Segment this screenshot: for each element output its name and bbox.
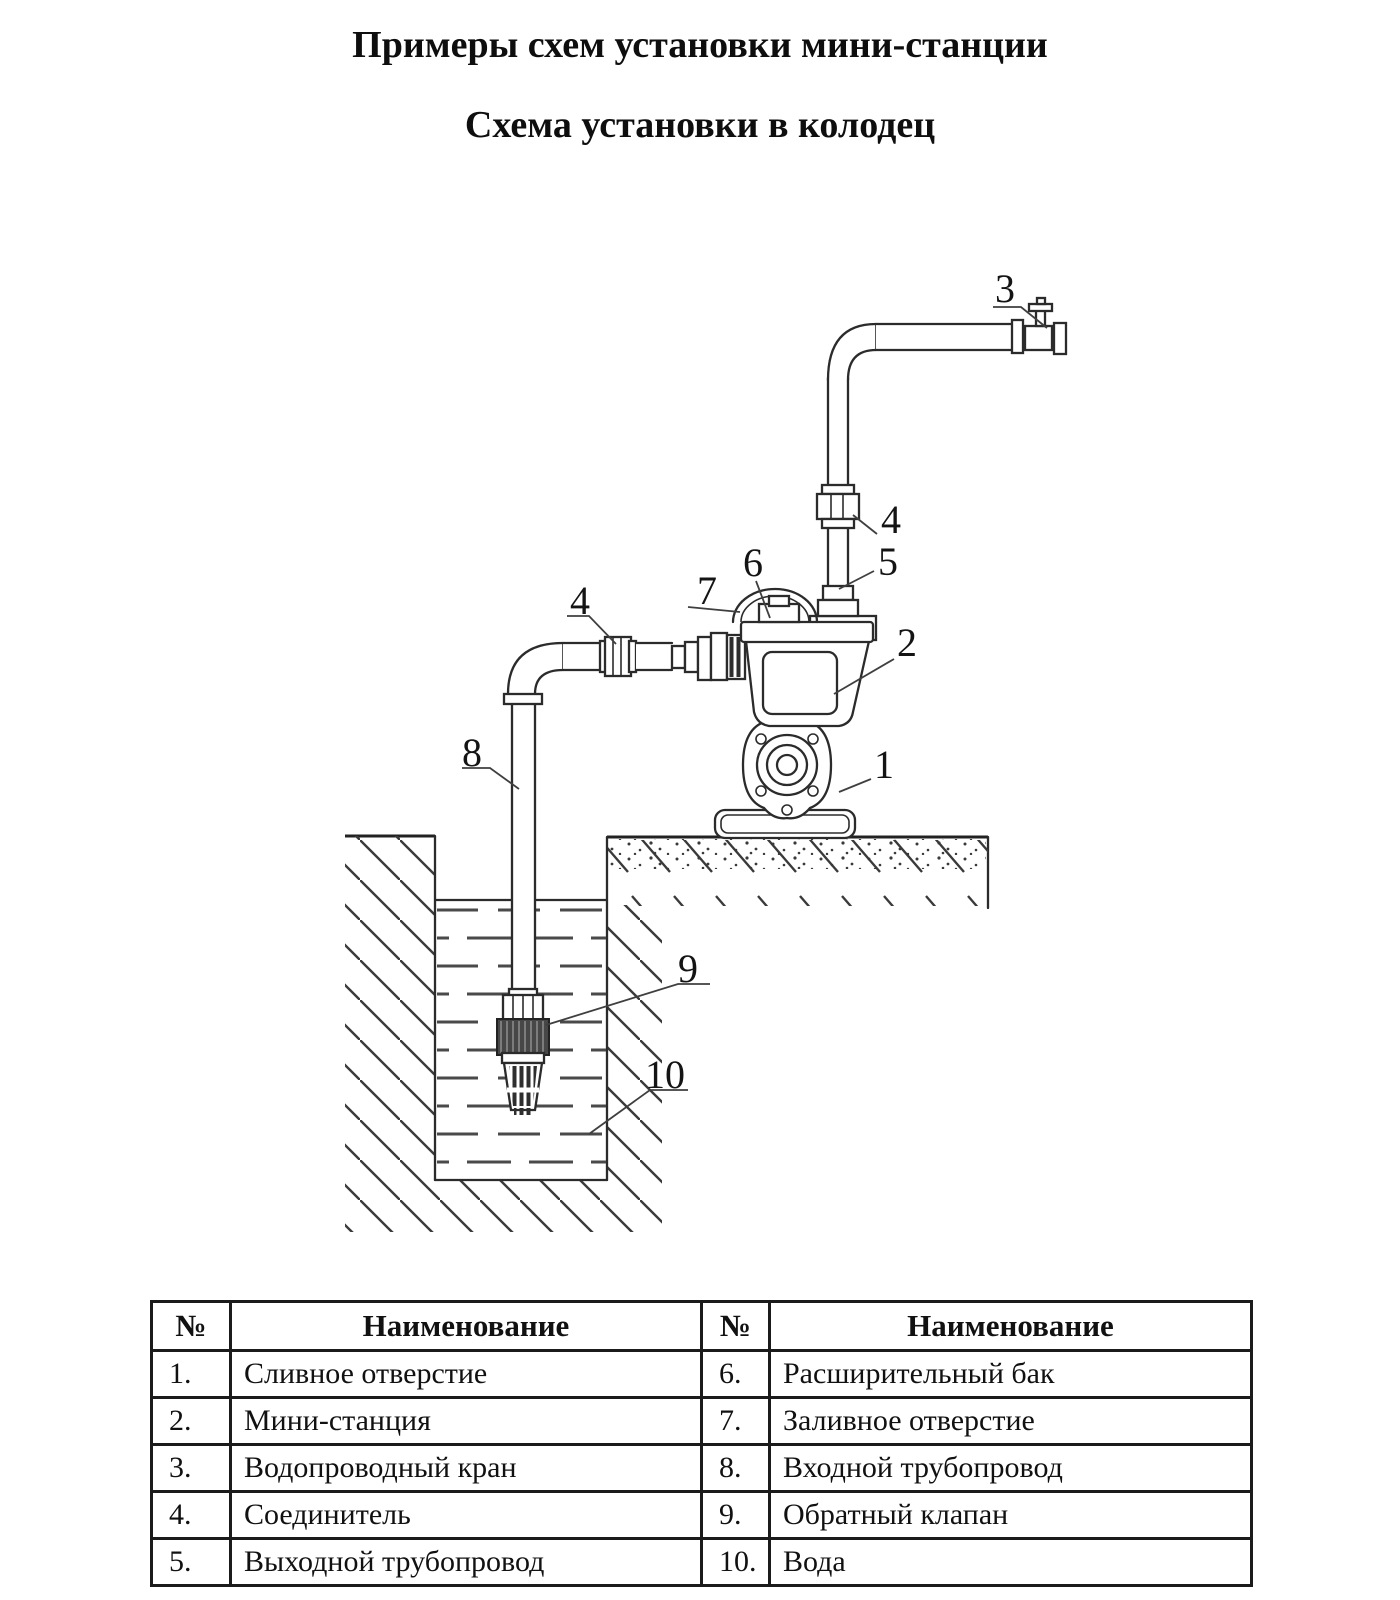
suction-line bbox=[504, 633, 745, 704]
table-header-row bbox=[152, 1302, 1252, 1351]
parts-legend-table bbox=[150, 1300, 1253, 1587]
page-title: Примеры схем установки мини-станции bbox=[352, 24, 1048, 66]
row-num: 8. bbox=[702, 1445, 770, 1492]
pump-inlet-fitting bbox=[672, 633, 745, 680]
callout-8-label: 8 bbox=[462, 730, 482, 775]
row-name: Расширительный бак bbox=[770, 1351, 1252, 1398]
row-num: 5. bbox=[152, 1539, 231, 1586]
row-num: 1. bbox=[152, 1351, 231, 1398]
callout-6-label: 6 bbox=[743, 540, 763, 585]
callout-5-label: 5 bbox=[878, 539, 898, 584]
callout-9-label: 9 bbox=[678, 946, 698, 991]
callout-2-label: 2 bbox=[897, 620, 917, 665]
row-name: Обратный клапан bbox=[770, 1492, 1252, 1539]
row-name: Водопроводный кран bbox=[231, 1445, 702, 1492]
ground-stipple bbox=[609, 839, 986, 869]
row-num: 4. bbox=[152, 1492, 231, 1539]
callout-4-left-label: 4 bbox=[570, 578, 590, 623]
pump-top-flange bbox=[741, 622, 873, 642]
row-num: 9. bbox=[702, 1492, 770, 1539]
mini-station-pump bbox=[715, 589, 876, 838]
table-row bbox=[152, 1492, 1252, 1539]
row-num: 2. bbox=[152, 1398, 231, 1445]
row-name: Входной трубопровод bbox=[770, 1445, 1252, 1492]
row-name: Выходной трубопровод bbox=[231, 1539, 702, 1586]
output-line bbox=[817, 298, 1066, 616]
leader-4-right bbox=[853, 515, 877, 534]
page-subtitle: Схема установки в колодец bbox=[464, 104, 936, 146]
connector-left bbox=[600, 637, 636, 676]
row-name: Соединитель bbox=[231, 1492, 702, 1539]
header-num-left: № bbox=[152, 1302, 231, 1351]
callout-10-label: 10 bbox=[645, 1052, 685, 1097]
table-row bbox=[152, 1398, 1252, 1445]
callout-1-label: 1 bbox=[874, 742, 894, 787]
row-num: 10. bbox=[702, 1539, 770, 1586]
header-name-right: Наименование bbox=[770, 1302, 1252, 1351]
inlet-pipe bbox=[512, 704, 535, 999]
table-row bbox=[152, 1351, 1252, 1398]
callout-7-label: 7 bbox=[697, 568, 717, 613]
row-name: Заливное отверстие bbox=[770, 1398, 1252, 1445]
fill-plug bbox=[769, 596, 789, 606]
callout-3-label: 3 bbox=[995, 266, 1015, 311]
connector-right bbox=[817, 485, 859, 528]
row-name: Сливное отверстие bbox=[231, 1351, 702, 1398]
row-num: 3. bbox=[152, 1445, 231, 1492]
row-num: 7. bbox=[702, 1398, 770, 1445]
header-name-left: Наименование bbox=[231, 1302, 702, 1351]
table-row bbox=[152, 1445, 1252, 1492]
table-row bbox=[152, 1539, 1252, 1586]
leader-1 bbox=[839, 779, 871, 792]
header-num-right: № bbox=[702, 1302, 770, 1351]
row-num: 6. bbox=[702, 1351, 770, 1398]
callout-4-right-label: 4 bbox=[881, 497, 901, 542]
row-name: Вода bbox=[770, 1539, 1252, 1586]
row-name: Мини-станция bbox=[231, 1398, 702, 1445]
